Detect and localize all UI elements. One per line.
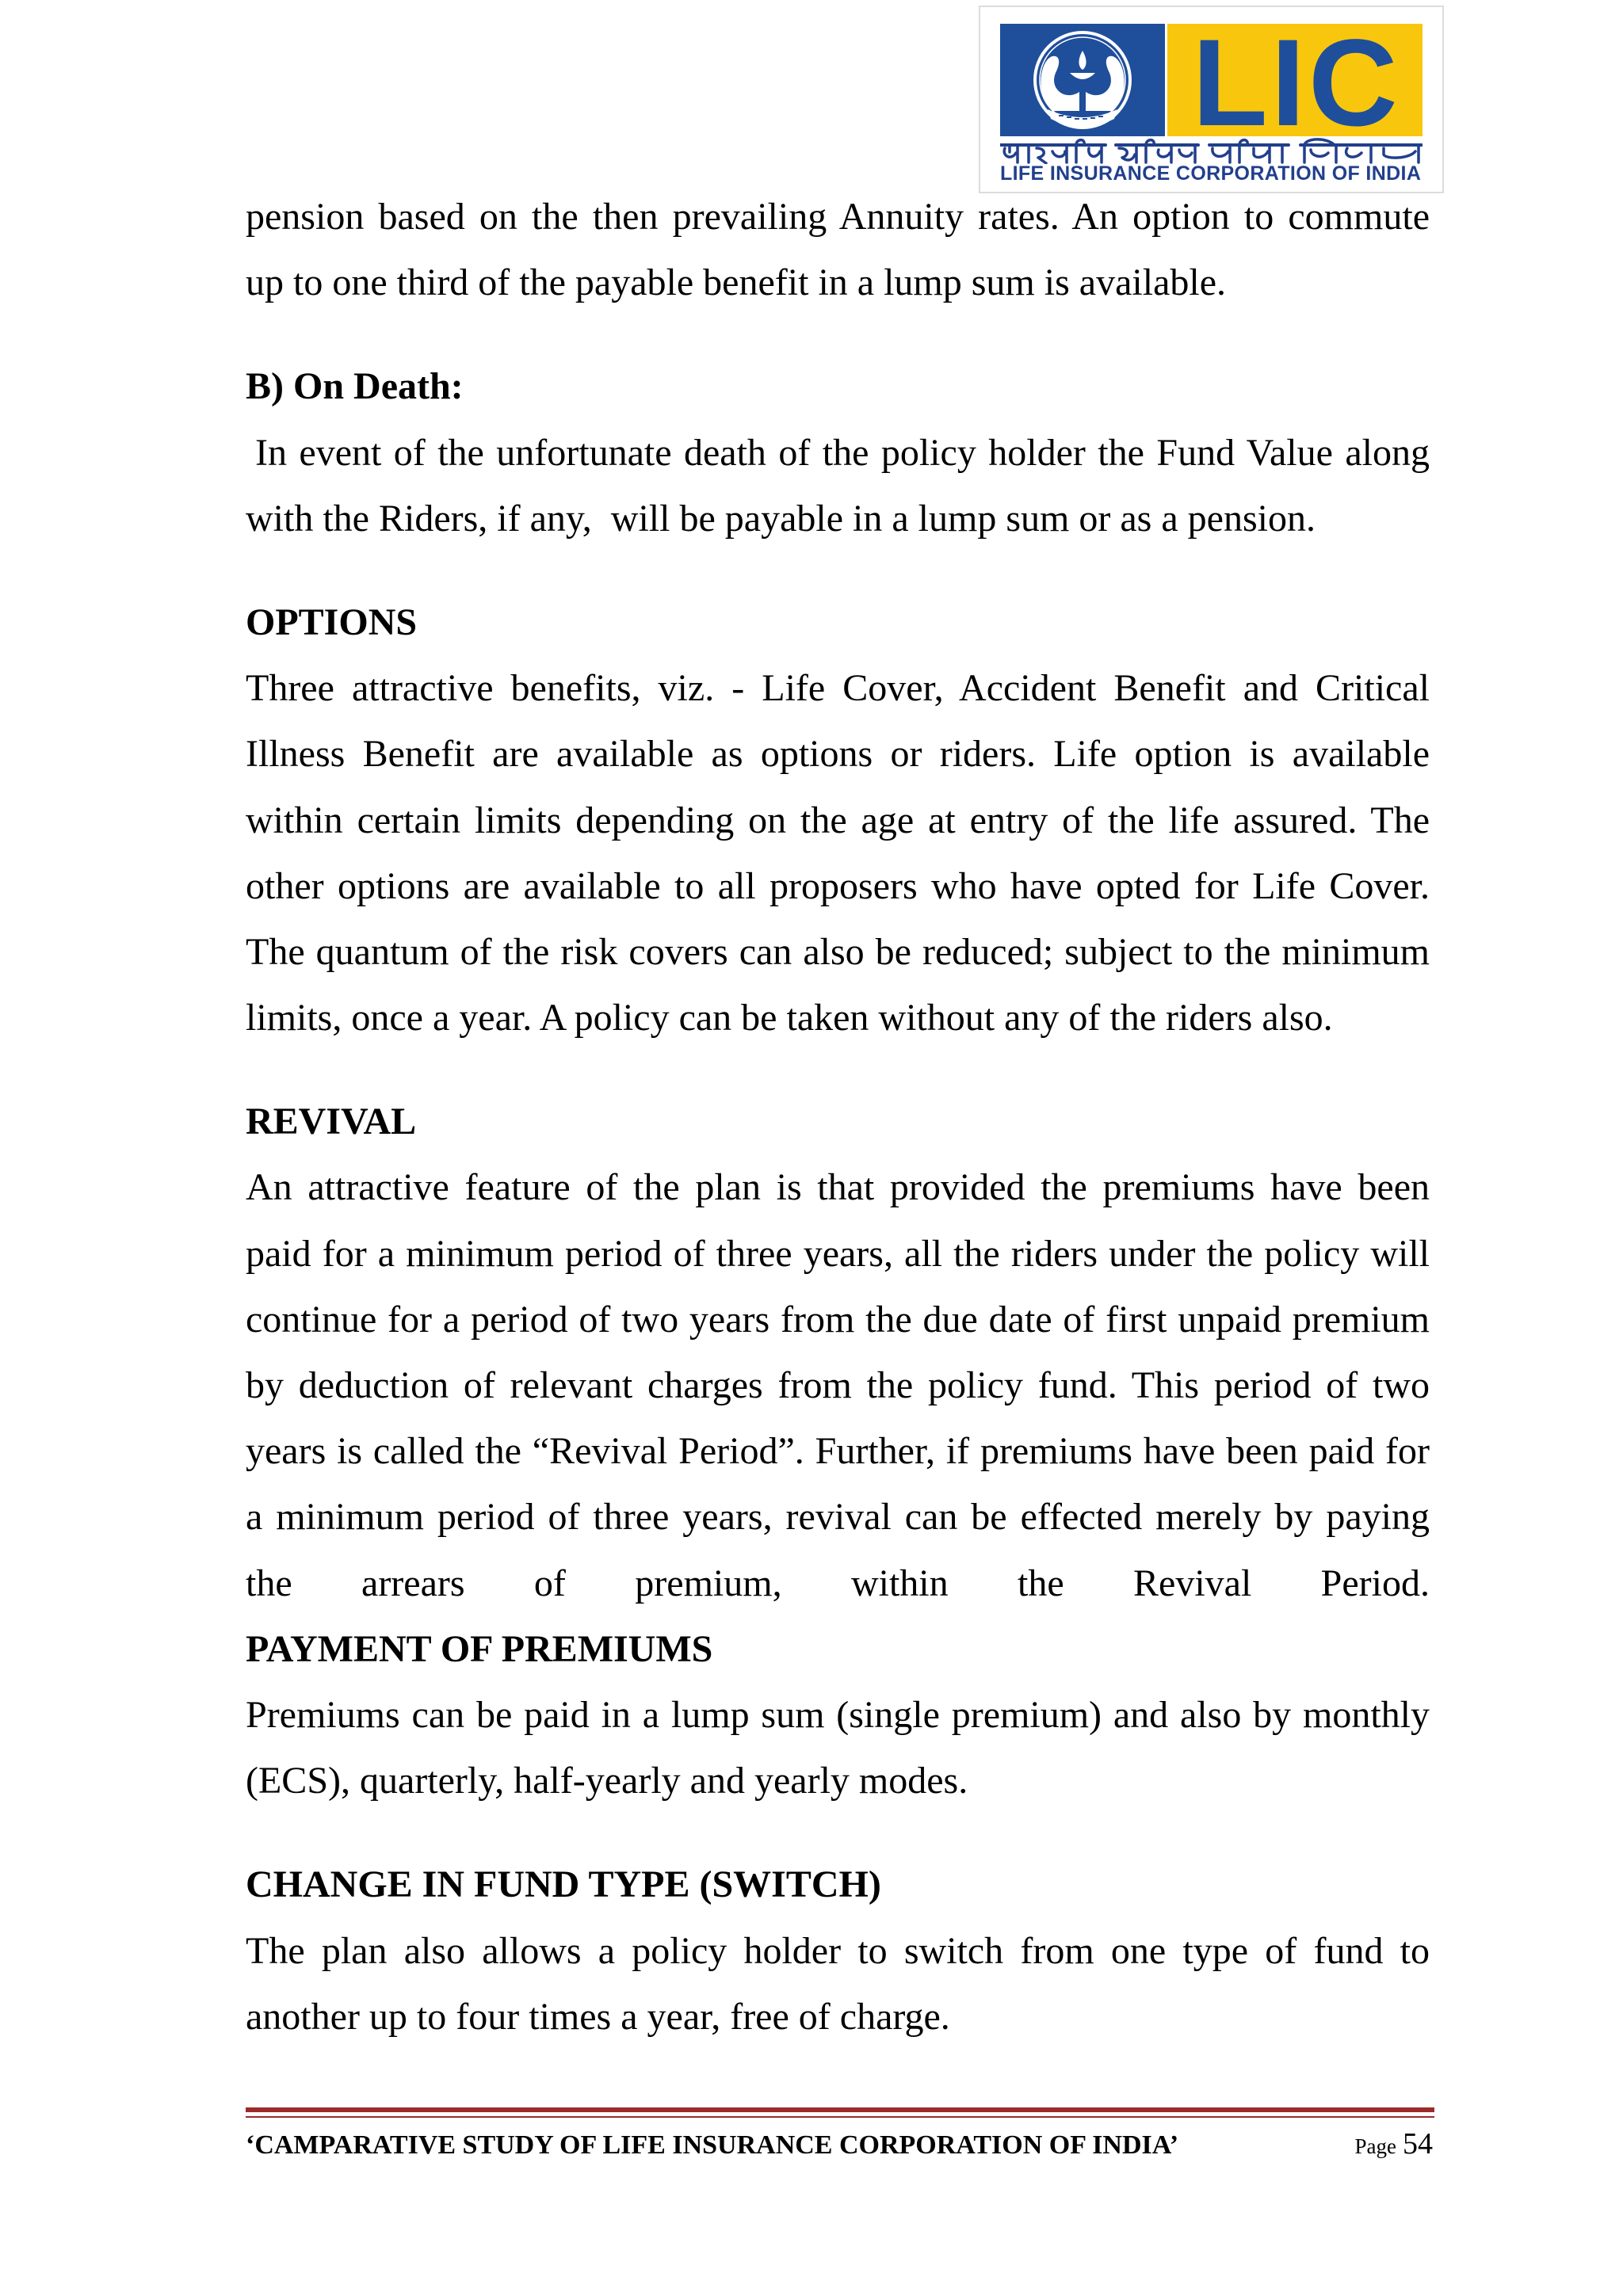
logo-english-name: LIFE INSURANCE CORPORATION OF INDIA bbox=[1000, 162, 1422, 185]
logo-wordmark: LIC bbox=[1192, 14, 1401, 152]
paragraph-line: the arrears of premium, within the Revival Period. bbox=[246, 1562, 1430, 1604]
paragraph-line: another up to four times a year, free of charge. bbox=[246, 1995, 950, 2038]
section-heading-revival: REVIVAL bbox=[246, 1100, 417, 1143]
logo-emblem-panel bbox=[1000, 24, 1165, 136]
document-body bbox=[246, 184, 1430, 2050]
footer-title: ‘CAMPARATIVE STUDY OF LIFE INSURANCE CORPORATION OF INDIA’ bbox=[246, 2130, 1179, 2160]
section-heading-change-in-fund-type: CHANGE IN FUND TYPE (SWITCH) bbox=[246, 1863, 881, 1906]
section-heading-payment-of-premiums: PAYMENT OF PREMIUMS bbox=[246, 1627, 713, 1670]
paragraph-line: (ECS), quarterly, half-yearly and yearly modes. bbox=[246, 1760, 968, 1802]
logo-wordmark-panel bbox=[1167, 14, 1423, 152]
paragraph-line: continue for a period of two years from the due date of first unpaid premium bbox=[246, 1298, 1430, 1341]
paragraph-line: pension based on the then prevailing Annuity rates. An option to commute bbox=[246, 196, 1430, 238]
paragraph-line: Three attractive benefits, viz. - Life Cover, Accident Benefit and Critical bbox=[246, 667, 1430, 710]
paragraph-line: limits, once a year. A policy can be taken without any of the riders also. bbox=[246, 997, 1333, 1039]
paragraph-line: The quantum of the risk covers can also be reduced; subject to the minimum bbox=[246, 930, 1430, 973]
page-number: 54 bbox=[1403, 2127, 1433, 2161]
paragraph-line: In event of the unfortunate death of the policy holder the Fund Value along bbox=[255, 431, 1430, 474]
paragraph-line: paid for a minimum period of three years, all the riders under the policy will bbox=[246, 1232, 1430, 1275]
paragraph-line: within certain limits depending on the age at entry of the life assured. The bbox=[246, 799, 1430, 841]
footer-rule-thin bbox=[246, 2116, 1434, 2118]
paragraph-line: other options are available to all proposers who have opted for Life Cover. bbox=[246, 864, 1430, 907]
lic-emblem-icon bbox=[1000, 24, 1165, 136]
paragraph-line: The plan also allows a policy holder to switch from one type of fund to bbox=[246, 1929, 1430, 1972]
paragraph-line: by deduction of relevant charges from the policy fund. This period of two bbox=[246, 1364, 1430, 1406]
paragraph-line: Illness Benefit are available as options or riders. Life option is available bbox=[246, 733, 1430, 776]
paragraph-line: with the Riders, if any, will be payable in a lump sum or as a pension. bbox=[246, 497, 1316, 540]
logo-hindi-wordmark bbox=[1000, 137, 1423, 164]
section-heading-on-death: B) On Death: bbox=[246, 365, 464, 408]
paragraph-line: Premiums can be paid in a lump sum (single premium) and also by monthly bbox=[246, 1693, 1430, 1736]
paragraph-line: years is called the “Revival Period”. Further, if premiums have been paid for bbox=[246, 1430, 1430, 1473]
paragraph-line: up to one third of the payable benefit in a lump sum is available. bbox=[246, 261, 1227, 304]
paragraph-line: a minimum period of three years, revival can be effected merely by paying bbox=[246, 1496, 1430, 1539]
footer-rule-thick bbox=[246, 2107, 1434, 2112]
section-heading-options: OPTIONS bbox=[246, 601, 418, 643]
logo-hindi-lettering bbox=[1000, 137, 1423, 164]
page-indicator bbox=[1355, 2128, 1433, 2166]
paragraph-line: An attractive feature of the plan is that provided the premiums have been bbox=[246, 1166, 1430, 1209]
page-footer bbox=[246, 2128, 1433, 2163]
page-label: Page bbox=[1354, 2134, 1396, 2158]
